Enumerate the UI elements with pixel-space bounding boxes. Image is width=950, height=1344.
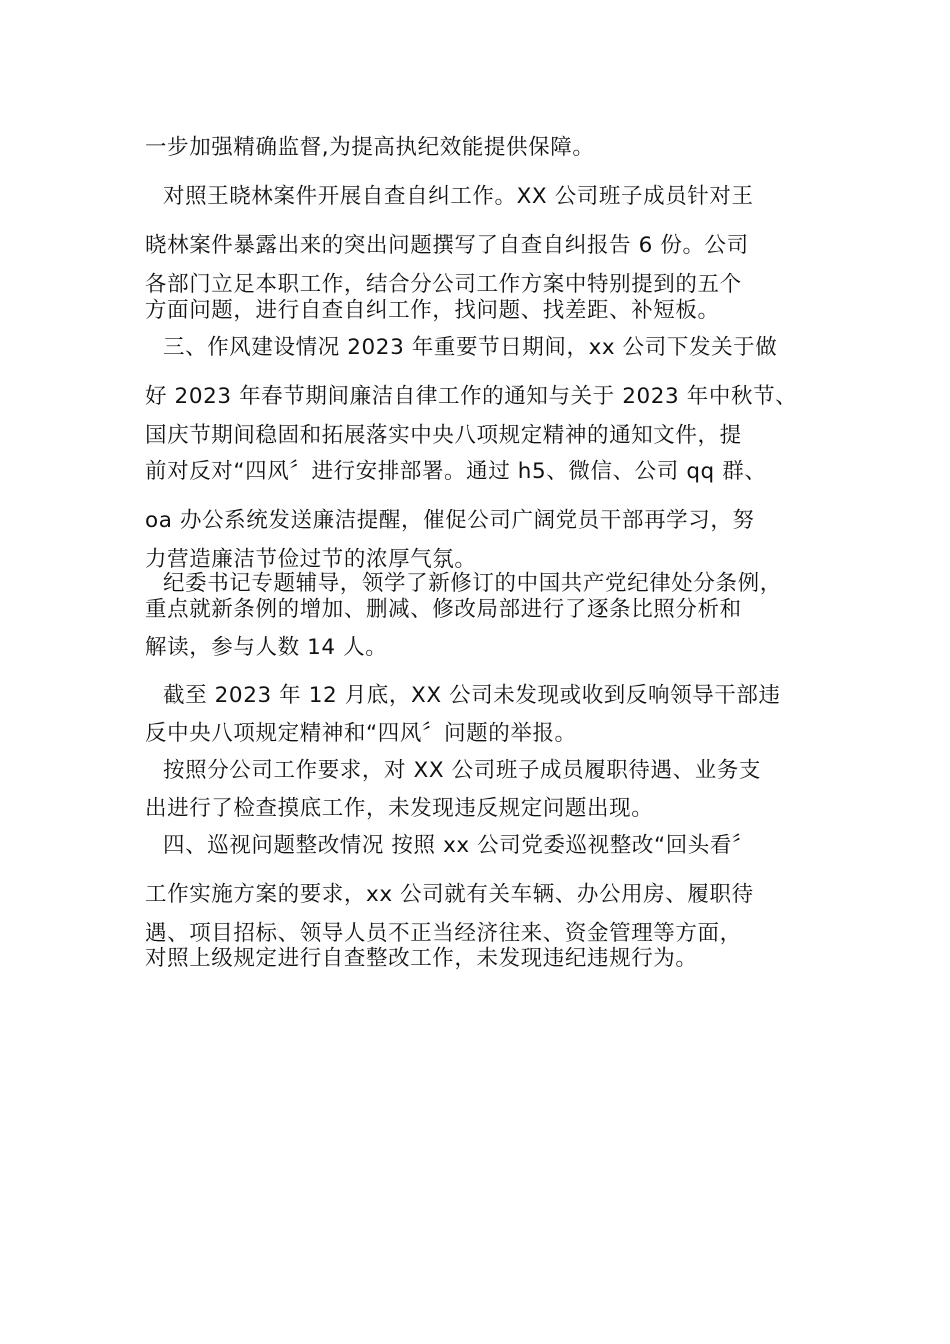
text-line: 截至 2023 年 12 月底，XX 公司未发现或收到反响领导干部违 [163,683,781,708]
text-line: 力营造廉洁节俭过节的浓厚气氛。 [145,547,477,572]
text-line: 纪委书记专题辅导，领学了新修订的中国共产党纪律处分条例， [163,571,782,596]
text-line: oa 办公系统发送廉洁提醒，催促公司广阔党员干部再学习，努 [145,508,755,533]
text-line: 对照王晓林案件开展自查自纠工作。XX 公司班子成员针对王 [163,184,754,209]
text-line: 一步加强精确监督,为提高执纪效能提供保障。 [145,135,595,160]
text-line: 反中央八项规定精神和“四风〞问题的举报。 [145,721,577,746]
text-line: 各部门立足本职工作，结合分公司工作方案中特别提到的五个 [145,272,742,297]
text-line: 方面问题，进行自查自纠工作，找问题、找差距、补短板。 [145,298,720,323]
text-line: 工作实施方案的要求，xx 公司就有关车辆、办公用房、履职待 [145,882,754,907]
text-line: 对照上级规定进行自查整改工作，未发现违纪违规行为。 [145,946,698,971]
text-line: 重点就新条例的增加、删减、修改局部进行了逐条比照分析和 [145,597,742,622]
text-line: 四、巡视问题整改情况 按照 xx 公司党委巡视整改“回头看〞 [163,833,755,858]
text-line: 按照分公司工作要求，对 XX 公司班子成员履职待遇、业务支 [163,758,762,783]
text-line: 解读，参与人数 14 人。 [145,635,388,660]
text-line: 出进行了检查摸底工作，未发现违反规定问题出现。 [145,796,654,821]
text-line: 晓林案件暴露出来的突出问题撰写了自查自纠报告 6 份。公司 [145,233,749,258]
text-line: 三、作风建设情况 2023 年重要节日期间，xx 公司下发关于做 [163,335,778,360]
text-line: 前对反对“四风〞进行安排部署。通过 h5、微信、公司 qq 群、 [145,459,767,484]
text-line: 国庆节期间稳固和拓展落实中央八项规定精神的通知文件，提 [145,423,742,448]
text-line: 好 2023 年春节期间廉洁自律工作的通知与关于 2023 年中秋节、 [145,384,798,409]
text-line: 遇、项目招标、领导人员不正当经济往来、资金管理等方面， [145,921,742,946]
